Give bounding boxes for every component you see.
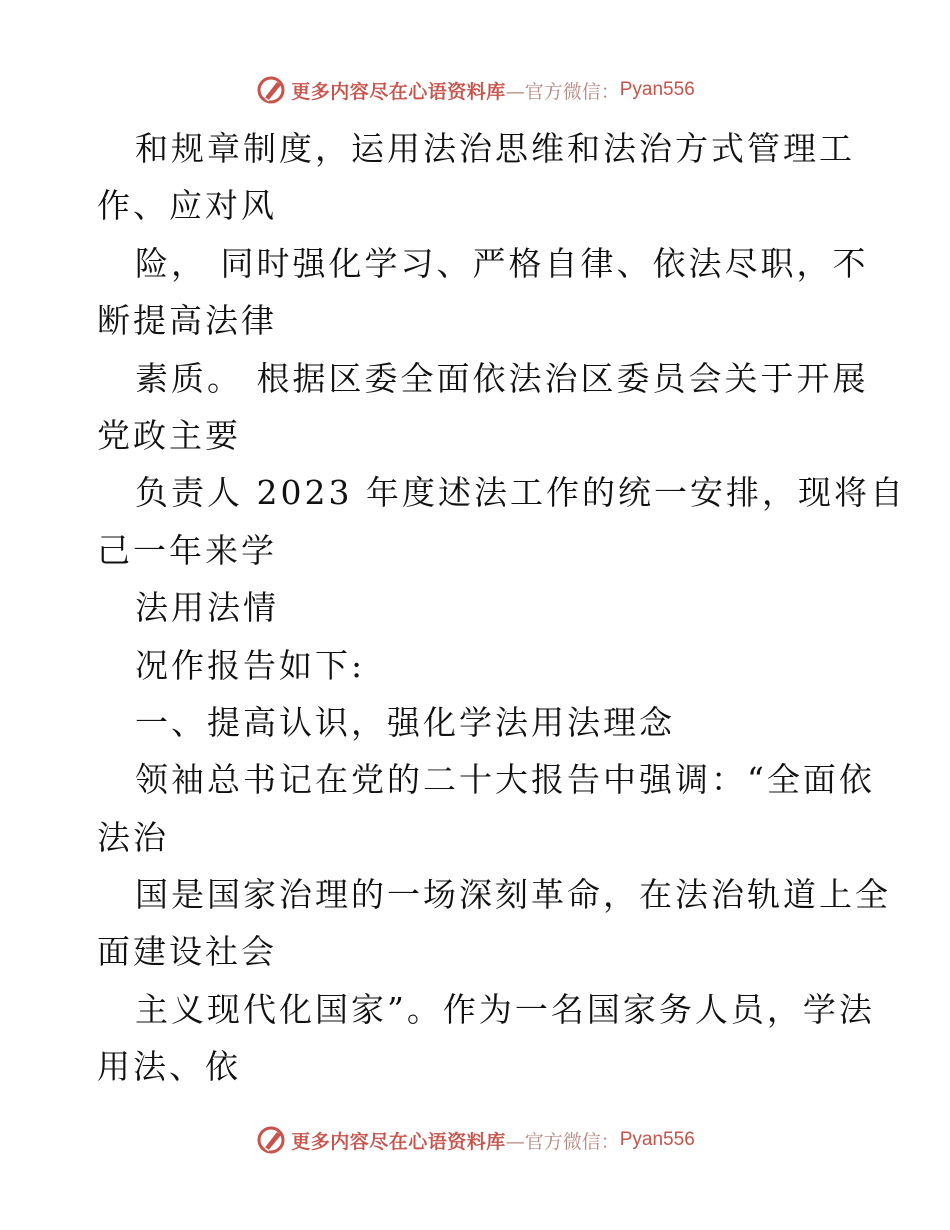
text-line: 国是国家治理的一场深刻革命，在法治轨道上全 bbox=[135, 875, 891, 915]
header-watermark-banner bbox=[0, 73, 950, 107]
pen-logo-icon bbox=[255, 74, 287, 106]
text-line: 主义现代化国家”。作为一名国家务人员，学法 bbox=[135, 989, 875, 1029]
text-line: 面建设社会 bbox=[97, 932, 277, 972]
text-line: 险， 同时强化学习、严格自律、依法尽职，不 bbox=[135, 243, 869, 283]
watermark-brand-text: 更多内容尽在心语资料库 bbox=[291, 1130, 506, 1153]
text-line: 领袖总书记在党的二十大报告中强调：“全面依 bbox=[135, 760, 875, 800]
text-line: 况作报告如下: bbox=[135, 645, 366, 685]
watermark-wechat-id: Pyan556 bbox=[619, 79, 695, 100]
text-line: 负责人 2023 年度述法工作的统一安排，现将自 bbox=[135, 473, 906, 513]
text-line: 用法、依 bbox=[97, 1047, 241, 1087]
section-heading: 一、提高认识，强化学法用法理念 bbox=[135, 702, 675, 742]
text-line: 和规章制度，运用法治思维和法治方式管理工 bbox=[135, 129, 855, 168]
watermark-official-label: —官方微信： bbox=[505, 80, 620, 103]
text-line: 党政主要 bbox=[97, 415, 241, 455]
text-line: 断提高法律 bbox=[97, 301, 277, 341]
text-line: 己一年来学 bbox=[97, 530, 277, 570]
text-line: 法用法情 bbox=[135, 588, 279, 628]
pen-logo-icon bbox=[255, 1124, 287, 1156]
watermark-wechat-id: Pyan556 bbox=[619, 1129, 695, 1150]
watermark-official-label: —官方微信： bbox=[505, 1130, 620, 1153]
watermark-brand-text: 更多内容尽在心语资料库 bbox=[291, 80, 506, 103]
text-line: 作、应对风 bbox=[97, 186, 277, 226]
footer-watermark-banner bbox=[0, 1123, 950, 1157]
text-line: 素质。 根据区委全面依法治区委员会关于开展 bbox=[135, 358, 869, 398]
document-body bbox=[97, 120, 906, 1096]
text-line: 法治 bbox=[97, 817, 169, 857]
